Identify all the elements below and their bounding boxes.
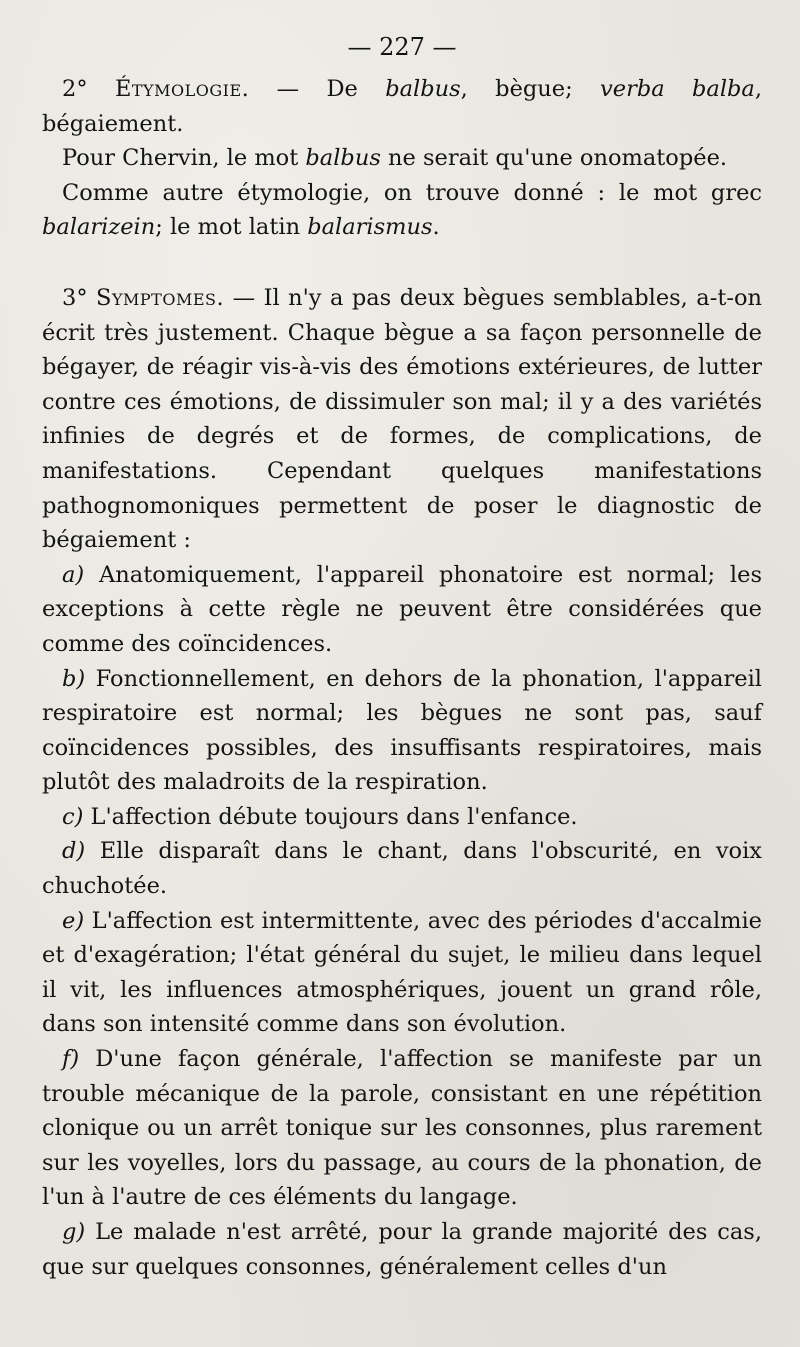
symptom-item-f: f) D'une façon générale, l'affection se manifeste par un trouble mécanique de la parole, consistant en une répétition clonique ou un arrêt tonique sur les consonnes, plus rarement sur les voyelles, lors du passage, au cours de la phonation, de l'un à l'autre de ces éléments du langage.: [42, 1046, 762, 1211]
symptom-item-a: a) Anatomiquement, l'appareil phonatoire est normal; les exceptions à cette règle ne peuvent être considérées que comme des coïncidences.: [42, 561, 762, 657]
section-number: 3°: [62, 284, 88, 311]
latin-term: balarismus: [307, 214, 433, 241]
symptom-item-e: e) L'affection est intermittente, avec des périodes d'accalmie et d'exagération; l'état général du sujet, le milieu dans lequel il vit, les influences atmosphériques, jouent un grand rôle, dans son intensité comme dans son évolution.: [42, 907, 762, 1038]
paragraph-chervin: Pour Chervin, le mot balbus ne serait qu'une onomatopée.: [62, 145, 728, 172]
item-label: f): [62, 1046, 80, 1073]
paragraph-autre-etymologie: Comme autre étymologie, on trouve donné : le mot grec balarizein; le mot latin balarismus.: [42, 179, 762, 241]
latin-term: verba balba: [600, 76, 755, 102]
item-label: a): [62, 561, 85, 588]
section-symptomes: 3° Symptomes. — Il n'y a pas deux bègues semblables, a-t-on écrit très justement. Chaque bègue a sa façon personnelle de bégayer, de réagir vis-à-vis des émotions extérieures, de lutter contre ces émotions, de dissimuler son mal; il y a des variétés infinies de degrés et de formes, de complications, de manifestations. Cependant quelques manifestations pathognomoniques permettent de poser le diagnostic de bégaiement :: [42, 284, 762, 554]
symptom-item-g: g) Le malade n'est arrêté, pour la grande majorité des cas, que sur quelques consonnes, généralement celles d'un: [42, 1219, 762, 1280]
latin-term: balbus: [305, 145, 381, 172]
item-label: c): [62, 803, 84, 830]
latin-term: balbus: [385, 76, 461, 102]
item-label: b): [62, 665, 86, 692]
symptom-item-b: b) Fonctionnellement, en dehors de la phonation, l'appareil respiratoire est normal; les bègues ne sont pas, sauf coïncidences possibles, des insuffisants respiratoires, mais plutôt des maladroits de la respiration.: [42, 665, 762, 796]
item-label: d): [62, 838, 86, 865]
section-etymologie: 2° Étymologie. — De balbus, bègue; verba balba, bégaiement.: [42, 76, 762, 137]
greek-term: balarizein: [42, 214, 156, 241]
page-number: — 227 —: [347, 33, 457, 61]
symptom-item-d: d) Elle disparaît dans le chant, dans l'obscurité, en voix chuchotée.: [42, 838, 762, 900]
item-label: e): [62, 907, 85, 934]
section-number: 2°: [62, 76, 88, 102]
symptom-item-c: c) L'affection débute toujours dans l'enfance.: [62, 803, 578, 830]
section-heading: Symptomes.: [96, 284, 225, 311]
section-gap: [42, 245, 762, 281]
item-label: g): [62, 1219, 86, 1245]
section-heading: Étymologie.: [114, 76, 250, 102]
